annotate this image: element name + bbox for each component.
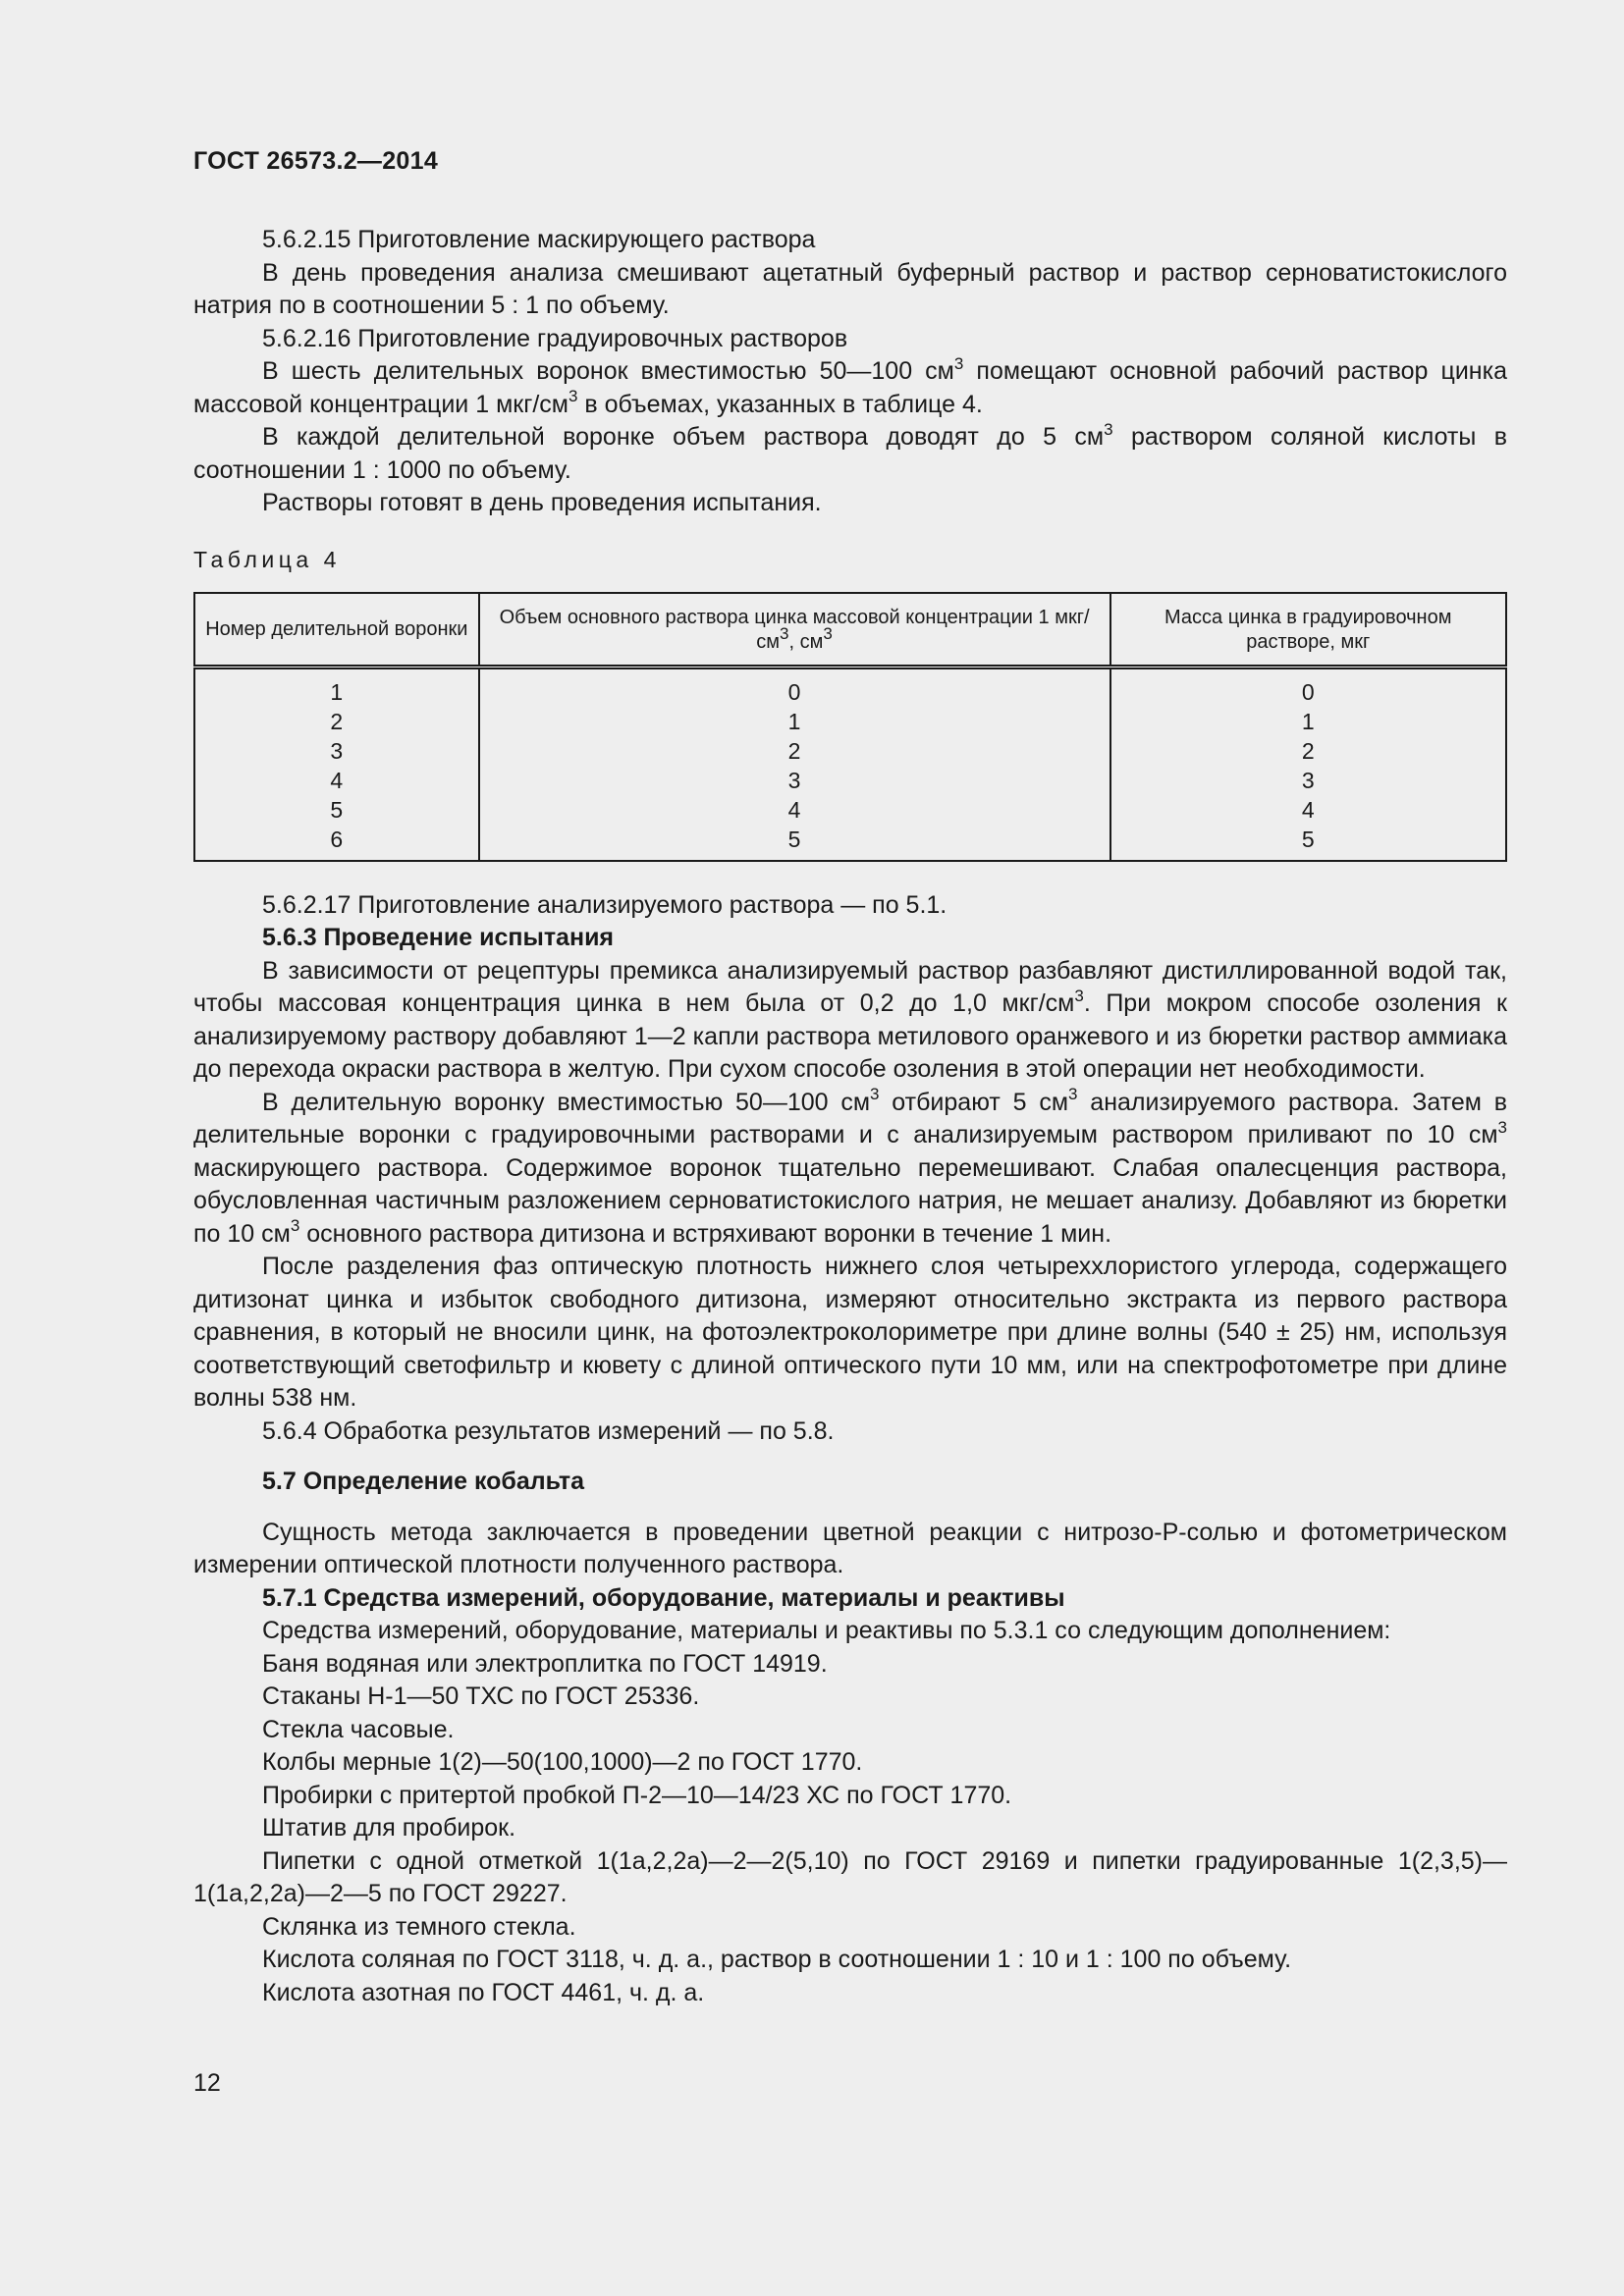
list-item: Стаканы Н-1—50 ТХС по ГОСТ 25336. xyxy=(262,1682,700,1710)
table-cell: 3 xyxy=(194,736,479,766)
table-cell: 0 xyxy=(479,667,1110,707)
table-caption: Таблица 4 xyxy=(193,546,341,572)
subsection-5-6-4: 5.6.4 Обработка результатов измерений — по 5.8. xyxy=(262,1416,835,1445)
table-4 xyxy=(193,592,1507,862)
table-cell: 5 xyxy=(194,795,479,825)
paragraph-volume-adjust: В каждой делительной воронке объем раствора доводят до 5 $см^3$ раствором соляной кислоты в соотношении 1 : 1000 по объему. xyxy=(193,419,1507,484)
table-cell: 1 xyxy=(194,667,479,707)
table-header-funnel-number: Номер делительной воронки xyxy=(194,593,479,667)
table-cell: 4 xyxy=(194,766,479,795)
table-cell: 3 xyxy=(1110,766,1506,795)
table-row xyxy=(194,825,1506,861)
section-heading-5-7-1: 5.7.1 Средства измерений, оборудование, материалы и реактивы xyxy=(262,1583,1065,1612)
table-cell: 4 xyxy=(479,795,1110,825)
document-header: ГОСТ 26573.2—2014 xyxy=(193,147,439,175)
table-cell: 6 xyxy=(194,825,479,861)
table-cell: 5 xyxy=(1110,825,1506,861)
table-header-volume: Объем основного раствора цинка массовой концентрации 1 мкг/$см^3$, $см^3$ xyxy=(479,593,1110,667)
paragraph-funnel-procedure: В делительную воронку вместимостью 50—100 $см^3$ отбирают 5 $см^3$ анализируемого раствора. Затем в делительные воронки с градуировочными растворами и с анализируемым раствором приливают по 10 $см^3$ маскирующего раствора. Содержимое воронок тщательно перемешивают. Слабая опалесценция раствора, обусловленная частичным разложением серноватистокислого натрия, не мешает анализу. Добавляют из бюретки по 10 $см^3$ основного раствора дитизона и встряхивают воронки в течение 1 мин. xyxy=(193,1085,1508,1248)
paragraph-method-essence: Сущность метода заключается в проведении цветной реакции с нитрозо-Р-солью и фотометрическом измерении оптической плотности полученного раствора. xyxy=(193,1518,1507,1578)
subsection-5-6-2-15: 5.6.2.15 Приготовление маскирующего раствора xyxy=(262,226,816,253)
list-item: Колбы мерные 1(2)—50(100,1000)—2 по ГОСТ 1770. xyxy=(262,1748,863,1776)
table-cell: 1 xyxy=(479,707,1110,736)
paragraph-dilution: В зависимости от рецептуры премикса анализируемый раствор разбавляют дистиллированной водой так, чтобы массовая концентрация цинка в нем была от 0,2 до 1,0 мкг/$см^3$. При мокром способе озоления к анализируемому раствору добавляют 1—2 капли раствора метилового оранжевого и из бюретки раствор аммиака до перехода окраски раствора в желтую. При сухом способе озоления в этой операции нет необходимости. xyxy=(193,956,1507,1083)
paragraph-optical-density: После разделения фаз оптическую плотность нижнего слоя четыреххлористого углерода, содержащего дитизонат цинка и избыток свободного дитизона, измеряют относительно экстракта из первого раствора сравнения, в который не вносили цинк, на фотоэлектроколориметре при длине волны (540 ± 25) нм, используя соответствующий светофильтр и кювету с длиной оптического пути 10 мм, или на спектрофотометре при длине волны 538 нм. xyxy=(193,1253,1507,1412)
table-row xyxy=(194,667,1506,707)
page-number: 12 xyxy=(193,2069,221,2097)
list-item: Пробирки с притертой пробкой П-2—10—14/23 ХС по ГОСТ 1770. xyxy=(262,1781,1012,1809)
list-item: Склянка из темного стекла. xyxy=(262,1912,576,1941)
paragraph-calibration-funnels: В шесть делительных воронок вместимостью 50—100 $см^3$ помещают основной рабочий раствор цинка массовой концентрации 1 мкг/$см^3$ в объемах, указанных в таблице 4. xyxy=(193,353,1507,418)
list-item: Штатив для пробирок. xyxy=(262,1814,516,1842)
section-heading-5-6-3: 5.6.3 Проведение испытания xyxy=(262,924,615,951)
table-cell: 2 xyxy=(1110,736,1506,766)
paragraph-masking-solution: В день проведения анализа смешивают ацетатный буферный раствор и раствор серноватистокислого натрия по в соотношении 5 : 1 по объему. xyxy=(193,258,1507,319)
table-cell: 1 xyxy=(1110,707,1506,736)
table-cell: 3 xyxy=(479,766,1110,795)
list-item: Кислота азотная по ГОСТ 4461, ч. д. а. xyxy=(262,1978,705,2006)
table-header-zinc-mass: Масса цинка в градуировочном растворе, мкг xyxy=(1110,593,1506,667)
list-item: Стекла часовые. xyxy=(262,1715,455,1743)
table-row xyxy=(194,795,1506,825)
list-item: Кислота соляная по ГОСТ 3118, ч. д. а., раствор в соотношении 1 : 10 и 1 : 100 по объему. xyxy=(262,1946,1292,1973)
table-row xyxy=(194,707,1506,736)
table-cell: 0 xyxy=(1110,667,1506,707)
table-cell: 5 xyxy=(479,825,1110,861)
table-cell: 2 xyxy=(194,707,479,736)
table-cell: 4 xyxy=(1110,795,1506,825)
table-row xyxy=(194,736,1506,766)
list-item: Баня водяная или электроплитка по ГОСТ 14919. xyxy=(262,1649,828,1678)
table-row xyxy=(194,766,1506,795)
paragraph-prepared-same-day: Растворы готовят в день проведения испытания. xyxy=(262,489,822,516)
list-item: Средства измерений, оборудование, материалы и реактивы по 5.3.1 со следующим дополнением: xyxy=(262,1617,1391,1644)
list-item: Пипетки с одной отметкой 1(1а,2,2а)—2—2(5,10) по ГОСТ 29169 и пипетки градуированные 1(2,3,5)—1(1а,2,2а)—2—5 по ГОСТ 29227. xyxy=(193,1846,1507,1907)
document-body xyxy=(193,224,1507,2009)
subsection-5-6-2-16: 5.6.2.16 Приготовление градуировочных растворов xyxy=(262,324,848,352)
table-cell: 2 xyxy=(479,736,1110,766)
section-heading-5-7: 5.7 Определение кобальта xyxy=(262,1468,584,1495)
subsection-5-6-2-17: 5.6.2.17 Приготовление анализируемого раствора — по 5.1. xyxy=(262,890,947,919)
